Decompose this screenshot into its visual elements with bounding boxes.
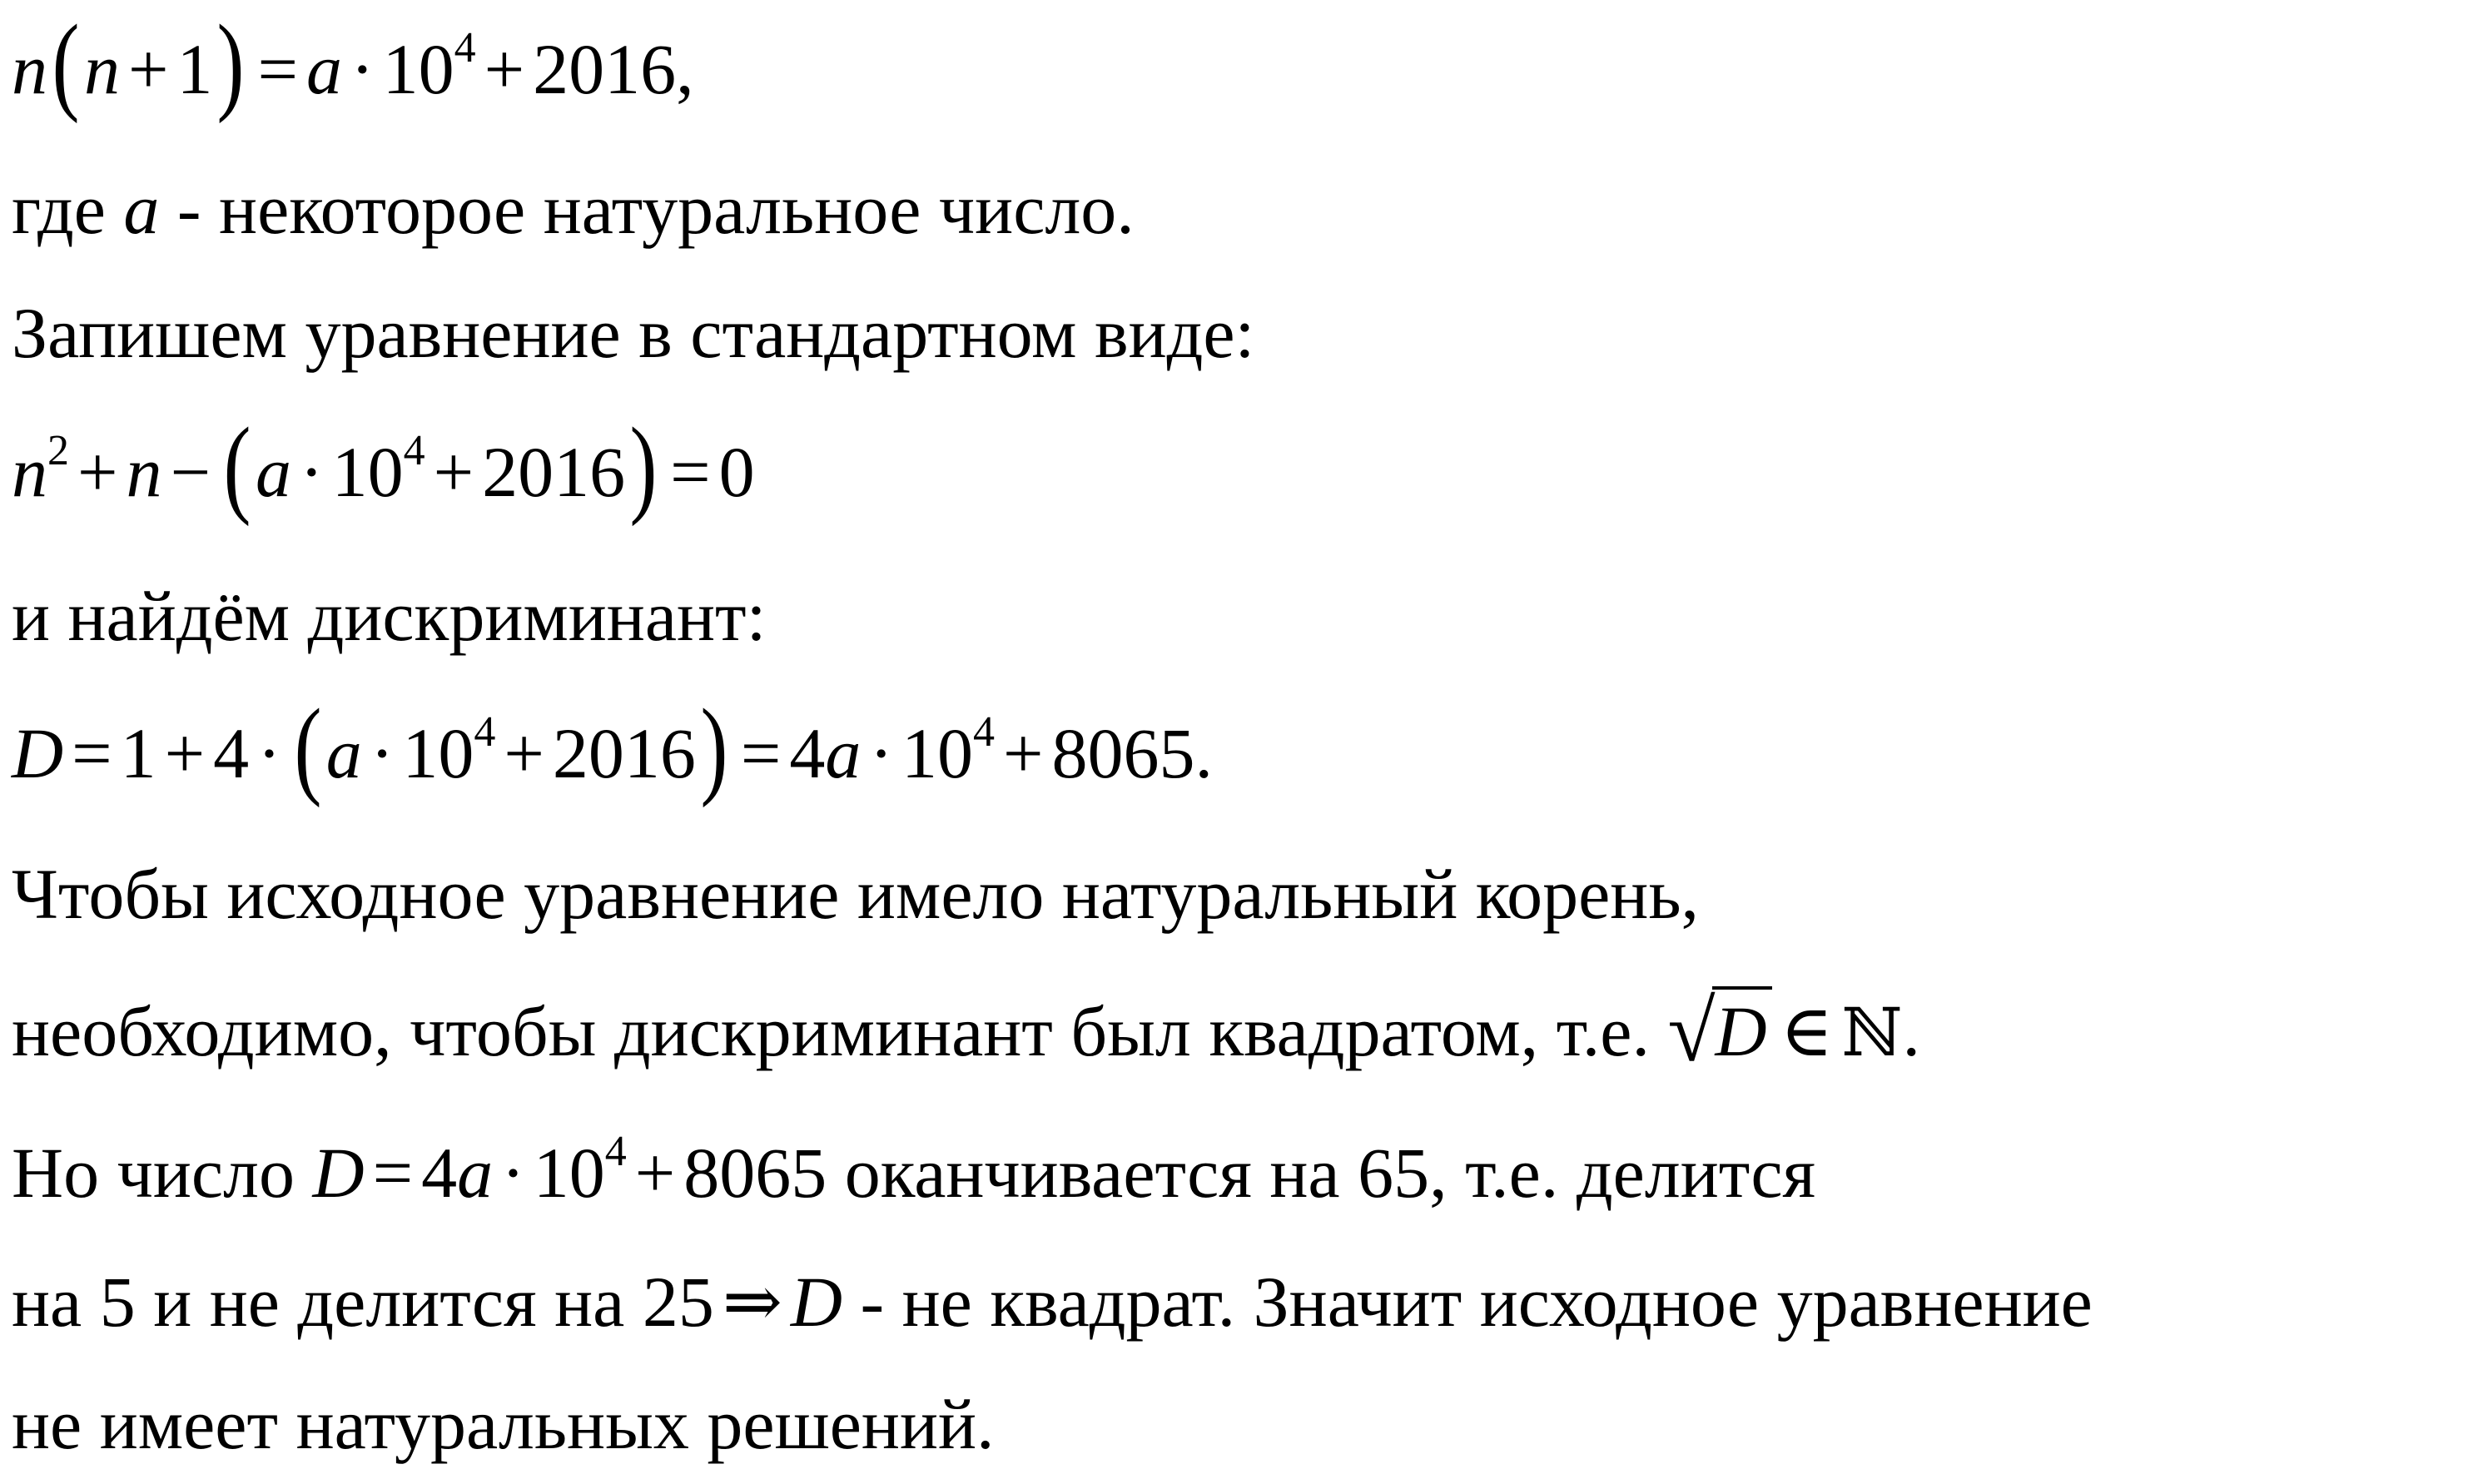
var-D: D bbox=[12, 713, 64, 793]
var-D: D bbox=[790, 1262, 843, 1342]
text-line-8 bbox=[12, 984, 1920, 1079]
number: 10 bbox=[331, 432, 404, 512]
var-n: n bbox=[126, 432, 162, 512]
exponent: 4 bbox=[604, 1128, 627, 1175]
exponent: 4 bbox=[973, 708, 996, 756]
plus-sign: + bbox=[634, 1133, 676, 1213]
plus-sign: + bbox=[164, 713, 206, 793]
equals-sign: = bbox=[670, 432, 711, 512]
plus-sign: + bbox=[127, 29, 169, 109]
number: 4 bbox=[789, 713, 826, 793]
dot-operator: · bbox=[869, 713, 894, 793]
plus-sign: + bbox=[504, 713, 544, 793]
equation-line-6: $D = 1 + 4 \cdot (a \cdot 10^4 + 2016) = 4a \cdot 10^4 + 8065$. bbox=[12, 686, 1214, 808]
number: 2016 bbox=[552, 713, 696, 793]
text-line-7 bbox=[12, 854, 1700, 934]
text-segment: Запишем уравнение в стандартном виде: bbox=[12, 293, 1255, 373]
var-a: a bbox=[256, 432, 291, 512]
text-line-10 bbox=[12, 1262, 2093, 1342]
radical-sign: √ bbox=[1667, 984, 1716, 1079]
equals-sign: = bbox=[372, 1133, 414, 1213]
var-a: a bbox=[325, 713, 362, 793]
text-line-3 bbox=[12, 293, 1255, 373]
text-segment: на 5 и не делится на 25 bbox=[12, 1262, 714, 1342]
plus-sign: + bbox=[484, 29, 525, 109]
var-n: n bbox=[83, 29, 120, 109]
equation-line-4: $n^2 + n - (a \cdot 10^4 + 2016) = 0$ bbox=[12, 405, 755, 527]
text-segment: где bbox=[12, 169, 124, 249]
number: 10 bbox=[382, 29, 454, 109]
text-segment: Чтобы исходное уравнение имело натуральный корень, bbox=[12, 854, 1700, 934]
text-segment: и найдём дискриминант: bbox=[12, 576, 767, 656]
element-of-sign: ∈ bbox=[1780, 991, 1834, 1071]
exponent: 4 bbox=[454, 24, 476, 72]
exponent: 2 bbox=[47, 427, 69, 474]
number: 8065 bbox=[683, 1133, 827, 1213]
number: 1 bbox=[120, 713, 156, 793]
dot-operator: · bbox=[300, 432, 324, 512]
number: 8065. bbox=[1051, 713, 1214, 793]
var-a: a bbox=[123, 169, 160, 249]
dot-operator: · bbox=[370, 713, 395, 793]
text-segment: Но число bbox=[12, 1133, 313, 1213]
number: 2016, bbox=[533, 29, 694, 109]
text-line-2 bbox=[12, 169, 1135, 249]
equals-sign: = bbox=[72, 713, 112, 793]
var-D: D bbox=[1712, 986, 1772, 1071]
number: 0 bbox=[718, 432, 755, 512]
number: 2016 bbox=[482, 432, 626, 512]
number: 10 bbox=[533, 1133, 605, 1213]
var-D: D bbox=[312, 1133, 365, 1213]
dot-operator: · bbox=[257, 713, 281, 793]
minus-sign: − bbox=[170, 432, 211, 512]
plus-sign: + bbox=[433, 432, 474, 512]
exponent: 4 bbox=[474, 708, 496, 756]
text-segment: . bbox=[1902, 991, 1920, 1071]
equation-line-1: $n(n + 1) = a \cdot 10^4 + 2016$, bbox=[12, 2, 694, 124]
implies-arrow: ⇒ bbox=[722, 1262, 782, 1342]
var-a: a bbox=[825, 713, 862, 793]
text-line-5 bbox=[12, 576, 767, 656]
text-segment: оканчивается на 65, т.е. делится bbox=[827, 1133, 1816, 1213]
equals-sign: = bbox=[257, 29, 298, 109]
dot-operator: · bbox=[350, 29, 375, 109]
text-segment: необходимо, чтобы дискриминант был квадратом, т.е. bbox=[12, 991, 1668, 1071]
number: 10 bbox=[901, 713, 974, 793]
var-n: n bbox=[12, 432, 47, 512]
text-line-11 bbox=[12, 1384, 995, 1464]
number: 10 bbox=[402, 713, 474, 793]
number: 1 bbox=[176, 29, 213, 109]
var-n: n bbox=[12, 29, 47, 109]
square-root bbox=[1667, 984, 1771, 1079]
plus-sign: + bbox=[77, 432, 118, 512]
plus-sign: + bbox=[1003, 713, 1044, 793]
number: 4 bbox=[213, 713, 250, 793]
naturals-symbol: ℕ bbox=[1841, 994, 1903, 1071]
equals-sign: = bbox=[740, 713, 782, 793]
dot-operator: · bbox=[501, 1133, 525, 1213]
number: 4 bbox=[421, 1133, 458, 1213]
var-a: a bbox=[305, 29, 342, 109]
text-segment: - некоторое натуральное число. bbox=[159, 169, 1135, 249]
var-a: a bbox=[457, 1133, 494, 1213]
text-line-9 bbox=[12, 1128, 1816, 1213]
exponent: 4 bbox=[403, 427, 425, 474]
text-segment: - не квадрат. Значит исходное уравнение bbox=[842, 1262, 2093, 1342]
text-segment: не имеет натуральных решений. bbox=[12, 1384, 995, 1464]
